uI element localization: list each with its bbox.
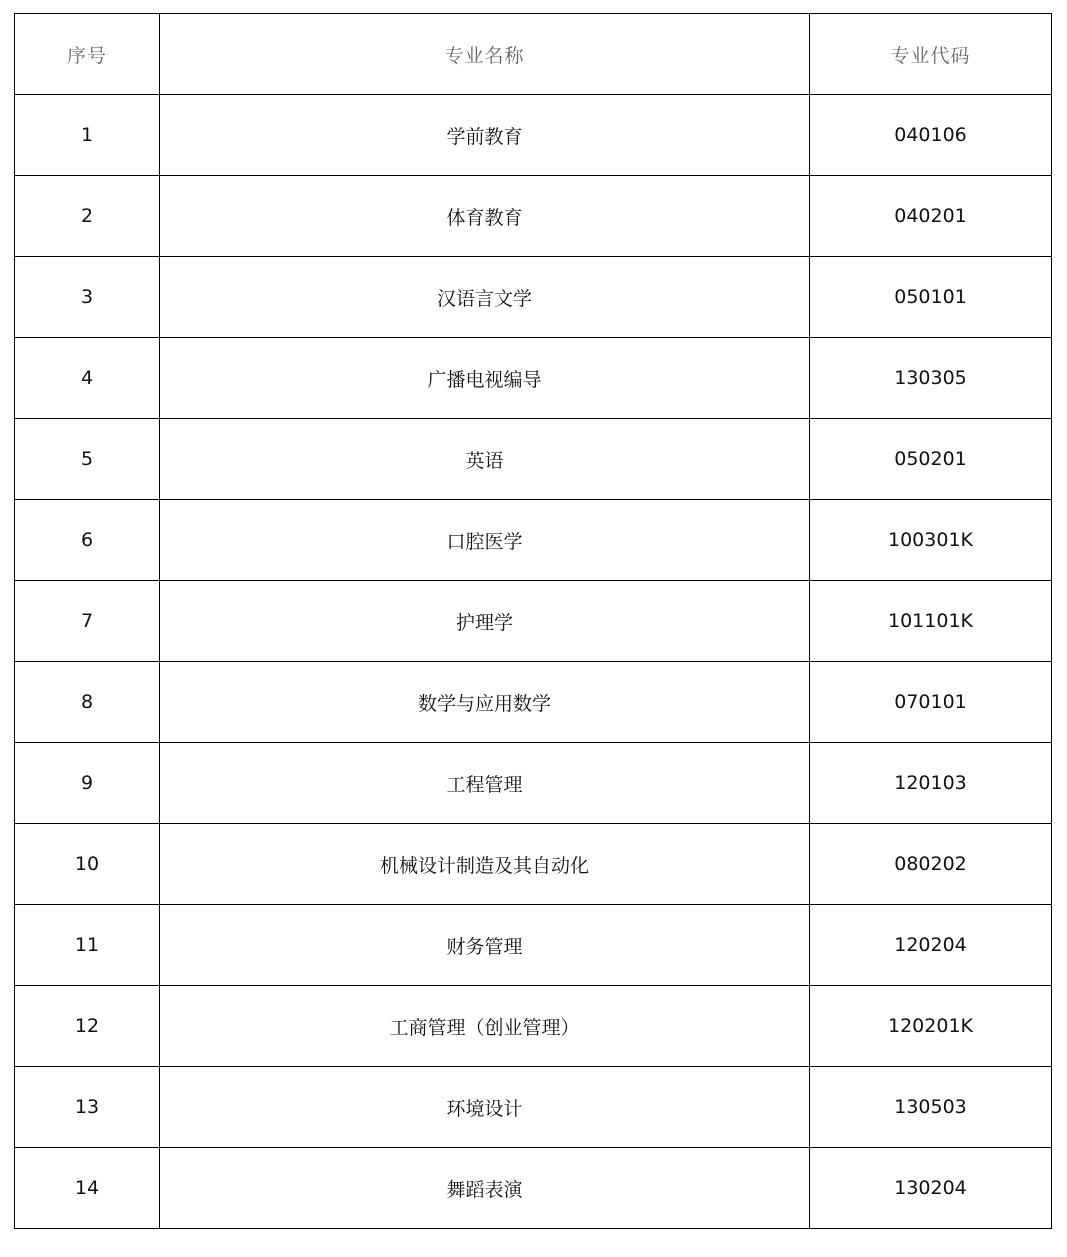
row-major-name: 汉语言文学	[160, 257, 810, 338]
row-major-code: 120201K	[810, 986, 1052, 1067]
row-major-name: 广播电视编导	[160, 338, 810, 419]
row-major-code: 040201	[810, 176, 1052, 257]
row-major-name: 英语	[160, 419, 810, 500]
row-index: 6	[15, 500, 160, 581]
row-major-code: 040106	[810, 95, 1052, 176]
row-major-code: 120204	[810, 905, 1052, 986]
row-major-name: 护理学	[160, 581, 810, 662]
row-index: 4	[15, 338, 160, 419]
table-row	[15, 338, 1052, 419]
table-row	[15, 905, 1052, 986]
row-major-code: 080202	[810, 824, 1052, 905]
table-row	[15, 824, 1052, 905]
header-major-code: 专业代码	[810, 14, 1052, 95]
row-index: 2	[15, 176, 160, 257]
table-row	[15, 176, 1052, 257]
row-major-code: 050101	[810, 257, 1052, 338]
row-major-name: 舞蹈表演	[160, 1148, 810, 1229]
row-major-name: 环境设计	[160, 1067, 810, 1148]
header-index: 序号	[15, 14, 160, 95]
row-major-name: 财务管理	[160, 905, 810, 986]
row-index: 7	[15, 581, 160, 662]
table-row	[15, 419, 1052, 500]
row-index: 1	[15, 95, 160, 176]
row-index: 10	[15, 824, 160, 905]
row-major-code: 101101K	[810, 581, 1052, 662]
table-row	[15, 257, 1052, 338]
row-major-code: 120103	[810, 743, 1052, 824]
majors-table	[14, 13, 1052, 1229]
row-major-code: 100301K	[810, 500, 1052, 581]
row-major-name: 口腔医学	[160, 500, 810, 581]
table-row	[15, 500, 1052, 581]
row-index: 13	[15, 1067, 160, 1148]
header-major-name: 专业名称	[160, 14, 810, 95]
row-index: 3	[15, 257, 160, 338]
row-major-code: 130503	[810, 1067, 1052, 1148]
table-row	[15, 662, 1052, 743]
row-major-code: 130305	[810, 338, 1052, 419]
row-index: 9	[15, 743, 160, 824]
row-major-name: 数学与应用数学	[160, 662, 810, 743]
row-major-name: 工商管理（创业管理）	[160, 986, 810, 1067]
table-row	[15, 581, 1052, 662]
table-row	[15, 743, 1052, 824]
row-index: 8	[15, 662, 160, 743]
row-major-name: 机械设计制造及其自动化	[160, 824, 810, 905]
row-major-code: 050201	[810, 419, 1052, 500]
row-index: 14	[15, 1148, 160, 1229]
table-header-row	[15, 14, 1052, 95]
row-index: 12	[15, 986, 160, 1067]
table-row	[15, 1067, 1052, 1148]
row-major-name: 学前教育	[160, 95, 810, 176]
majors-table-container	[14, 13, 1051, 1229]
table-row	[15, 1148, 1052, 1229]
table-row	[15, 95, 1052, 176]
table-row	[15, 986, 1052, 1067]
row-major-name: 工程管理	[160, 743, 810, 824]
row-major-code: 130204	[810, 1148, 1052, 1229]
row-index: 5	[15, 419, 160, 500]
row-index: 11	[15, 905, 160, 986]
row-major-code: 070101	[810, 662, 1052, 743]
row-major-name: 体育教育	[160, 176, 810, 257]
